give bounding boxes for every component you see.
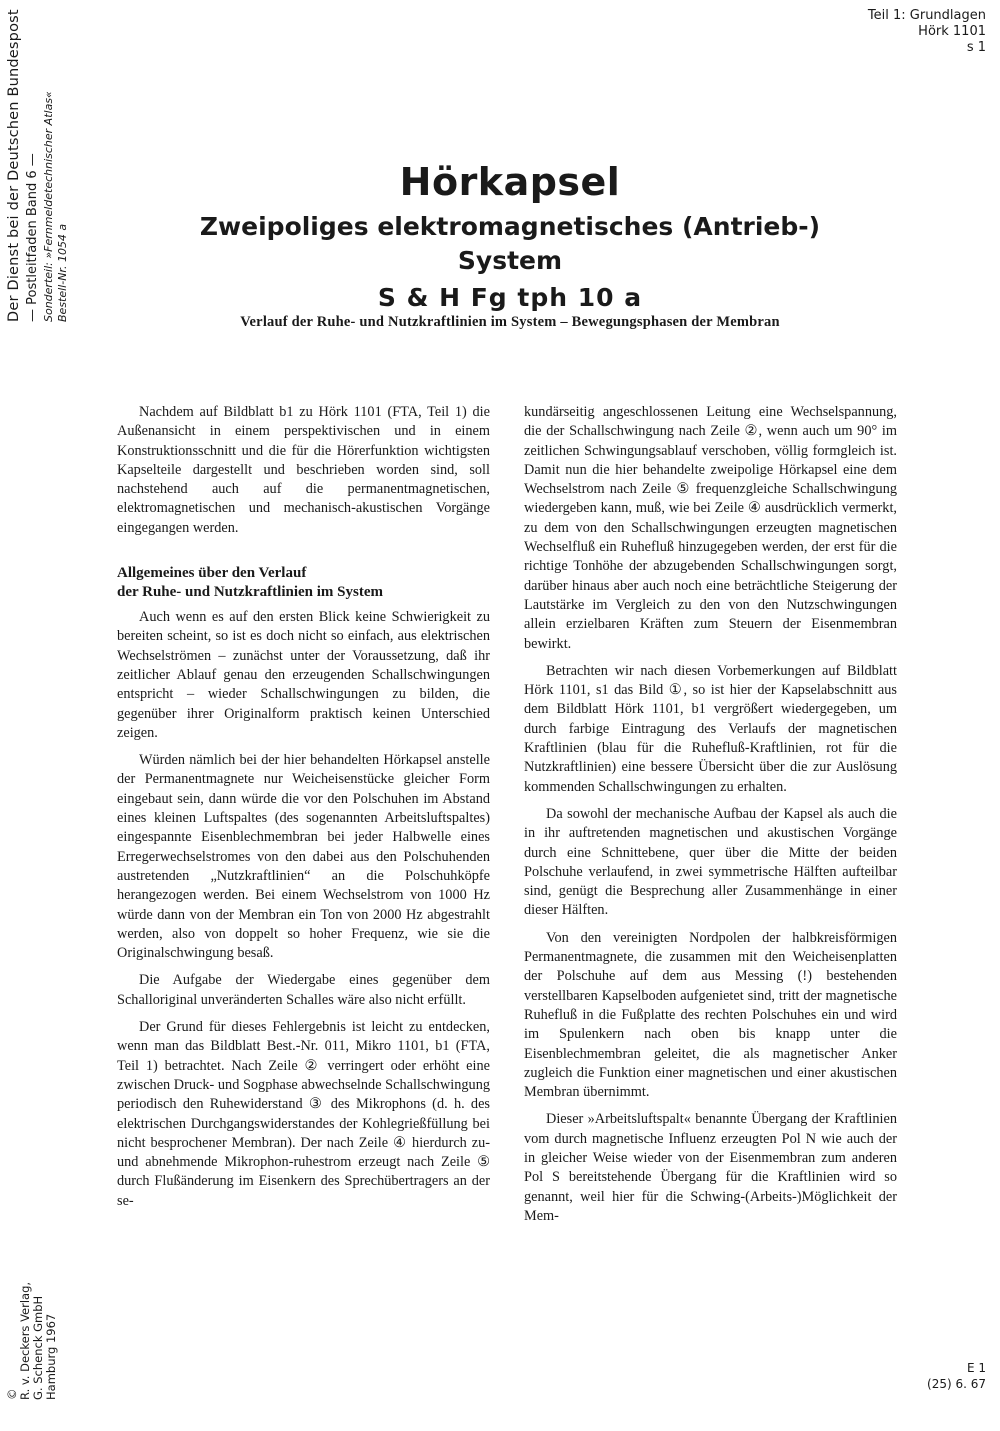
publisher-imprint [6,1282,58,1400]
heading-line-2: der Ruhe- und Nutzkraftlinien im System [117,584,383,601]
side-imprint [4,9,70,322]
imprint-line-4: Bestell-Nr. 1054 a [56,223,69,322]
header-sheet: s 1 [966,40,986,55]
paragraph: Der Grund für dieses Fehlergebnis ist leicht zu entdecken, wenn man das Bildblatt Best.-Nr. 011, Mikro 1101, b1 (FTA, Teil 1) betrachtet. Nach Zeile ② verringert oder erhöht eine zwischen Druck- und Sogphase abwechselnde Schallschwingung periodisch den Ruhewiderstand ③ des Mikrophons (d. h. des elektrischen Durchgangswiderstandes der Kohlegrießfüllung bei nicht besprochener Membran). Der nach Zeile ④ hierdurch zu- und abnehmende Mikrophon-ruhestrom erzeugt nach Zeile ⑤ durch Flußänderung im Eisenkern des Sprechübertragers an der se- [117,1019,490,1209]
section-heading [117,564,490,602]
header-part: Teil 1: Grundlagen [867,8,986,23]
left-column [117,403,490,1219]
paragraph: Betrachten wir nach diesen Vorbemerkungen auf Bildblatt Hörk 1101, s1 das Bild ①, so ist hier der Kapselabschnitt aus dem Bildblatt Hörk 1101, b1 vergrößert wiedergegeben, um durch farbige Eintragung des Verlaufs der magnetischen Kraftlinien (blau für die Ruhefluß-Kraftlinien, rot für die Nutzkraftlinien) eine bessere Übersicht über die zur Auslösung kommenden Schallschwingungen zu erhalten. [524,662,897,795]
paragraph: kundärseitig angeschlossenen Leitung eine Wechselspannung, die der Schallschwingung nach Zeile ②, wenn auch um 90° im zeitlichen Schwingungsablauf verschoben, völlig formgleich ist. Damit nun die hier behandelte zweipolige Hörkapsel eine dem Wechselstrom nach Zeile ⑤ frequenzgleiche Schallschwingung wiedergeben kann, muß, wie bei Zeile ④ ausdrücklich vermerkt, zu dem von den Schallschwingungen erzeugten magnetischen Wechselfluß ein Ruhefluß hinzugegeben werden, der erst für die richtige Tonhöhe der abzugebenden Schallschwingungen sorgt, darüber hinaus aber auch noch eine beträchtliche Steigerung der Lautstärke im Vergleich zu den von den Nutzschwingungen allein erzielbaren Kräften zum Steuern der Eisenmembran bewirkt. [524,404,897,652]
footer-code: E 1 [966,1361,986,1375]
title-block [150,158,870,315]
paragraph: Auch wenn es auf den ersten Blick keine Schwierigkeit zu bereiten scheint, so ist es doch nicht so einfach, aus elektrischen Wechselströmen – zunächst unter der Voraussetzung, daß ihr zeitlicher Ablauf genau den erzeugenden Schallschwingungen entspricht – wieder Schallschwingungen zu bilden, die gegenüber ihrer Originalform praktisch keinen Unterschied zeigen. [117,609,490,741]
paragraph: Dieser »Arbeitsluftspalt« benannte Übergang der Kraftlinien vom durch magnetische Influenz erzeugten Pol N wie auch der in gleicher Weise wieder von der Eisenmembran zum anderen Pol S bereitstehende Übergang für die Kraftlinien wird so genannt, weil hier für die Schwing-(Arbeits-)Möglichkeit der Mem- [524,1111,897,1224]
paragraph: Von den vereinigten Nordpolen der halbkreisförmigen Permanentmagnete, die zusammen mit den Weicheisenplatten der Polschuhe auf dem aus Messing (!) bestehenden verstellbaren Kapselboden aufgenietet sind, tritt der magnetische Ruhefluß in die Fußplatte des rechten Polschuhes ein und wird im Spulenkern nach oben bis knapp unter die Eisenblechmembran geleitet, die als magnetischer Anker zugleich die Funktion einer magnetischen und einer akustischen Membran übernimmt. [524,929,897,1101]
page-footer [927,1360,986,1392]
footer-edition: (25) 6. 67 [927,1377,986,1391]
imprint-line-3: Sonderteil: »Fernmeldetechnischer Atlas« [42,91,55,322]
publisher-line-3: Hamburg 1967 [44,1313,58,1400]
header-code: Hörk 1101 [918,24,986,39]
intro-paragraph: Nachdem auf Bildblatt b1 zu Hörk 1101 (FTA, Teil 1) die Außenansicht in einem perspektivischen und in einem Konstruktionsschnitt und die für die Hörerfunktion wichtigsten Kapselteile dargestellt und beschrieben worden sind, soll nachstehend auch auf die permanentmagnetischen, elektromagnetischen und mechanisch-akustischen Vorgänge eingegangen werden. [117,404,490,536]
heading-line-1: Allgemeines über den Verlauf [117,565,307,582]
section-caption: Verlauf der Ruhe- und Nutzkraftlinien im System – Bewegungsphasen der Membran [240,314,780,330]
copyright-symbol: © [5,1388,19,1400]
paragraph: Die Aufgabe der Wiedergabe eines gegenüber dem Schalloriginal unveränderten Schalles wäre also nicht erfüllt. [117,972,490,1008]
publisher-line-1: R. v. Deckers Verlag, [18,1281,32,1400]
imprint-line-1: Der Dienst bei der Deutschen Bundespost [6,9,22,322]
paragraph: Da sowohl der mechanische Aufbau der Kapsel als auch die in ihr auftretenden magnetischen und akustischen Vorgänge durch eine Schnittebene, quer über die Mitte der beiden Polschuhe verlaufend, in zwei symmetrische Hälften aufteilbar sind, genügt die Besprechung aller Zusammenhänge in einer dieser Hälften. [524,805,897,919]
page-subtitle: Zweipoliges elektromagnetisches (Antrieb-) System [199,212,821,275]
model-designation: S & H Fg tph 10 a [377,283,643,312]
page-header [868,8,986,56]
paragraph: Würden nämlich bei der hier behandelten Hörkapsel anstelle der Permanentmagnete nur Weicheisenstücke gleicher Form eingebaut sein, dann würde die vor den Polschuhen im Abstand eines kleinen Luftspaltes (des sogenannten Arbeitsluftspaltes) eingespannte Eisenblechmembran bei jeder Halbwelle eines Erregerwechselstromes von den dabei aus den Polschuhenden austretenden „Nutzkraftlinien“ an die Polschuhköpfe herangezogen werden. Bei einem Wechselstrom von 1000 Hz würde dann von der Membran ein Ton von 2000 Hz abgestrahlt werden, also von doppelt so hoher Frequenz, wie sie die Originalschwingung besaß. [117,752,490,962]
right-column [524,403,897,1234]
imprint-line-2: — Postleitfaden Band 6 — [25,153,40,322]
page-title: Hörkapsel [399,160,621,204]
publisher-line-2: G. Schenck GmbH [31,1295,45,1400]
